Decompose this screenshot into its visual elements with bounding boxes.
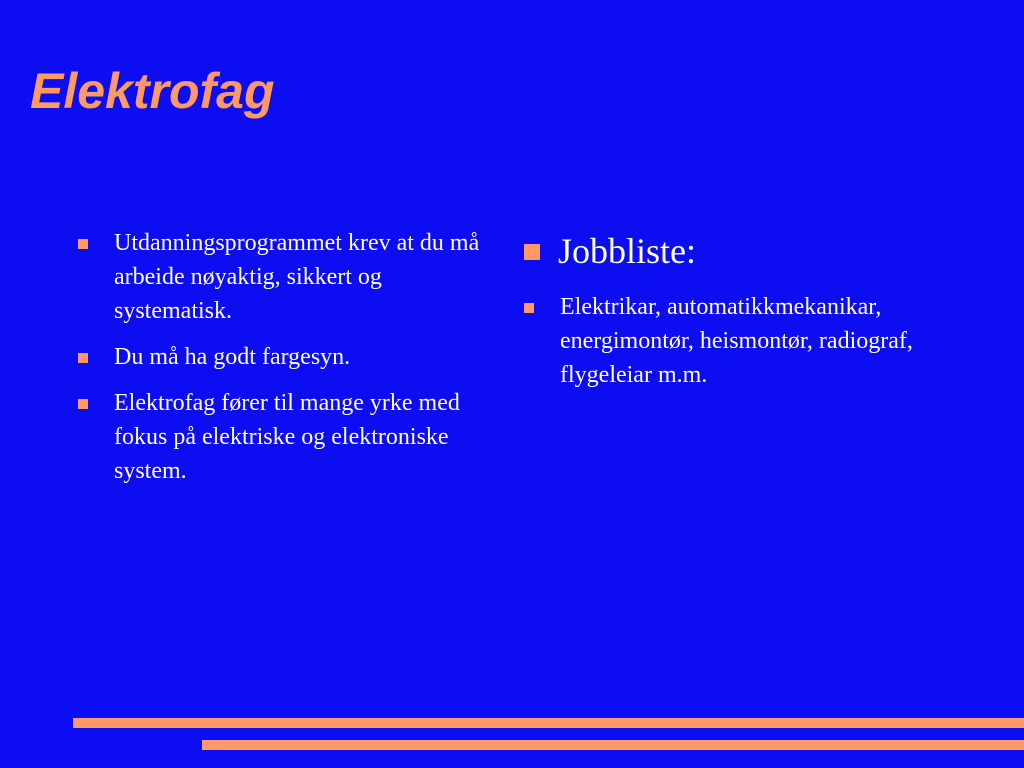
square-bullet-icon — [78, 353, 88, 363]
bullet-item — [78, 226, 498, 328]
slide-title: Elektrofag — [30, 63, 275, 119]
decorative-bar-upper — [73, 718, 1024, 728]
bullet-text: Elektrofag fører til mange yrke med fokus på elektriske og elektroniske system. — [114, 390, 460, 484]
square-bullet-icon — [78, 239, 88, 249]
square-bullet-icon — [78, 399, 88, 409]
bullet-text: Utdanningsprogrammet krev at du må arbeide nøyaktig, sikkert og systematisk. — [114, 230, 480, 324]
bullet-item — [524, 290, 944, 392]
right-bullet-list — [524, 226, 944, 392]
bullet-text: Du må ha godt fargesyn. — [114, 344, 351, 370]
square-bullet-icon — [524, 303, 534, 313]
bullet-text: Elektrikar, automatikkmekanikar, energimontør, heismontør, radiograf, flygeleiar m.m. — [560, 294, 913, 388]
job-list-heading — [524, 226, 944, 276]
bullet-item — [78, 386, 498, 488]
square-bullet-icon — [524, 244, 540, 260]
decorative-bar-lower — [202, 740, 1024, 750]
left-bullet-list — [78, 226, 498, 500]
bullet-item — [78, 340, 498, 374]
job-list-heading-text: Jobbliste: — [558, 231, 697, 271]
